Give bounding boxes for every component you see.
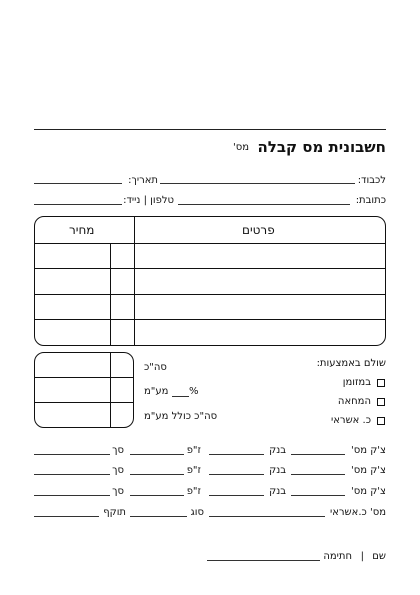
address-label: כתובת:: [355, 195, 386, 206]
cheque-number-field[interactable]: [291, 474, 345, 475]
expiry-label: תוקף: [103, 507, 126, 518]
checkbox-cheque[interactable]: [377, 398, 385, 406]
items-header-divider: [35, 243, 385, 244]
cheque-number-field[interactable]: [291, 495, 345, 496]
cheque-number-label: צ'ק מס': [351, 445, 386, 456]
expiry-field[interactable]: [34, 516, 99, 517]
items-row-divider: [35, 294, 385, 295]
totals-row-divider: [35, 402, 133, 403]
signature-field[interactable]: [207, 560, 320, 561]
bank-label: בנק: [269, 465, 286, 476]
details-header: פרטים: [242, 223, 275, 237]
document-number-label: מס': [232, 142, 249, 153]
address-field[interactable]: [178, 204, 350, 205]
amount-field[interactable]: [34, 495, 110, 496]
date-label: תאריך:: [128, 175, 158, 186]
cheque-number-field[interactable]: [291, 454, 345, 455]
amount-field[interactable]: [34, 454, 110, 455]
checkbox-cash[interactable]: [377, 379, 385, 387]
method-credit-label: כ. אשראי: [331, 415, 371, 426]
paid-via-label: שולם באמצעות:: [316, 358, 386, 369]
branch-field[interactable]: [130, 474, 184, 475]
to-label: לכבוד:: [357, 175, 386, 186]
bank-field[interactable]: [209, 495, 264, 496]
amount-field[interactable]: [34, 474, 110, 475]
amount-label: סך: [112, 445, 124, 456]
total-label: סה"כ כולל מע"מ: [144, 411, 218, 422]
totals-row-divider: [35, 377, 133, 378]
totals-col-divider: [110, 353, 111, 427]
vat-percent-field[interactable]: [172, 396, 189, 397]
bank-field[interactable]: [209, 454, 264, 455]
bank-label: בנק: [269, 486, 286, 497]
amount-label: סך: [112, 465, 124, 476]
items-row-divider: [35, 268, 385, 269]
date-field[interactable]: [34, 183, 122, 184]
method-cheque-label: המחאה: [337, 396, 371, 407]
branch-label: ז"פ: [186, 445, 201, 456]
card-type-label: סוג: [190, 507, 204, 518]
card-type-field[interactable]: [130, 516, 187, 517]
cheque-number-label: צ'ק מס': [351, 486, 386, 497]
checkbox-credit[interactable]: [377, 417, 385, 425]
signature-label: חתימה: [323, 551, 352, 562]
items-col-divider-main: [134, 217, 135, 345]
cheque-number-label: צ'ק מס': [351, 465, 386, 476]
branch-field[interactable]: [130, 495, 184, 496]
amount-label: סך: [112, 486, 124, 497]
bank-label: בנק: [269, 445, 286, 456]
bank-field[interactable]: [209, 474, 264, 475]
credit-card-label: מס' כ.אשראי: [329, 507, 386, 518]
name-label: שם: [372, 551, 386, 562]
phone-field[interactable]: [34, 204, 122, 205]
to-field[interactable]: [160, 183, 355, 184]
subtotal-label: סה"כ: [144, 362, 167, 373]
phone-label: טלפון | נייד:: [123, 195, 174, 206]
document-title: חשבונית מס קבלה: [257, 138, 386, 156]
price-header: מחיר: [69, 223, 95, 237]
signature-separator: |: [360, 551, 364, 562]
branch-label: ז"פ: [186, 465, 201, 476]
vat-label: מע"מ: [144, 386, 169, 397]
credit-card-field[interactable]: [209, 516, 325, 517]
branch-label: ז"פ: [186, 486, 201, 497]
method-cash-label: במזומן: [342, 377, 371, 388]
totals-box: [34, 352, 134, 428]
vat-percent-label: %: [189, 386, 199, 397]
items-row-divider: [35, 319, 385, 320]
top-rule: [34, 129, 386, 130]
branch-field[interactable]: [130, 454, 184, 455]
